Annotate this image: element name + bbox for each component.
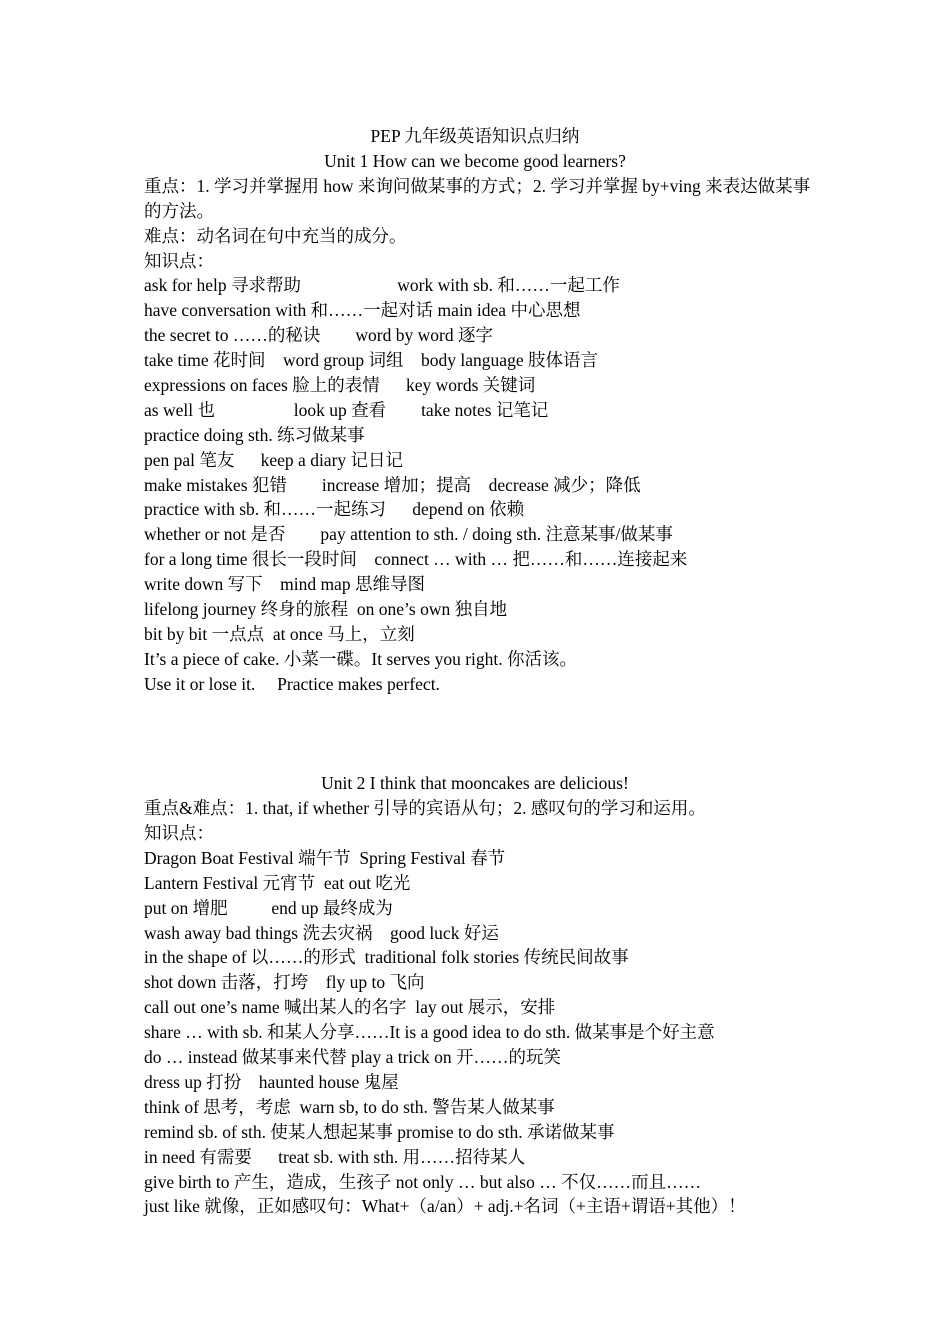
vocab-line: lifelong journey 终身的旅程 on one’s own 独自地 — [144, 598, 508, 619]
unit1-key-points: 重点：1. 学习并掌握用 how 来询问做某事的方式；2. 学习并掌握 by+ving 来表达做某事的方法。 — [144, 175, 811, 221]
vocab-line: in the shape of 以……的形式 traditional folk stories 传统民间故事 — [144, 947, 629, 968]
unit2-vocab-list — [144, 846, 824, 1219]
unit1-knowledge-label: 知识点： — [144, 250, 214, 271]
document-title: PEP 九年级英语知识点归纳 — [370, 126, 580, 146]
vocab-line: shot down 击落，打垮 fly up to 飞向 — [144, 972, 425, 993]
unit1-title: Unit 1 How can we become good learners? — [324, 150, 626, 171]
vocab-line: practice with sb. 和……一起练习 depend on 依赖 — [144, 499, 525, 520]
vocab-line: in need 有需要 treat sb. with sth. 用……招待某人 — [144, 1146, 526, 1167]
section-gap — [144, 697, 824, 772]
vocab-line: for a long time 很长一段时间 connect … with … 把……和……连接起来 — [144, 549, 688, 570]
vocab-line: Lantern Festival 元宵节 eat out 吃光 — [144, 872, 411, 893]
vocab-line: dress up 打扮 haunted house 鬼屋 — [144, 1071, 399, 1092]
vocab-line: call out one’s name 喊出某人的名字 lay out 展示，安排 — [144, 997, 556, 1018]
vocab-line: have conversation with 和……一起对话 main idea 中心思想 — [144, 300, 581, 321]
unit2-knowledge-label: 知识点： — [144, 823, 214, 844]
vocab-line: bit by bit 一点点 at once 马上，立刻 — [144, 623, 415, 644]
vocab-line: wash away bad things 洗去灾祸 good luck 好运 — [144, 922, 499, 943]
vocab-line: ask for help 寻求帮助 work with sb. 和……一起工作 — [144, 275, 620, 296]
vocab-line: do … instead 做某事来代替 play a trick on 开……的玩笑 — [144, 1047, 562, 1068]
unit1-difficult-points: 难点：动名词在句中充当的成分。 — [144, 225, 407, 246]
document-page — [144, 124, 824, 1219]
vocab-line: take time 花时间 word group 词组 body language 肢体语言 — [144, 350, 598, 371]
unit1-vocab-list — [144, 273, 824, 696]
vocab-line: expressions on faces 脸上的表情 key words 关键词 — [144, 374, 536, 395]
vocab-line: put on 增肥 end up 最终成为 — [144, 897, 393, 918]
vocab-line: whether or not 是否 pay attention to sth. / doing sth. 注意某事/做某事 — [144, 524, 673, 545]
unit2-title: Unit 2 I think that mooncakes are delicious! — [321, 773, 629, 794]
vocab-line: the secret to ……的秘诀 word by word 逐字 — [144, 325, 493, 346]
vocab-line: remind sb. of sth. 使某人想起某事 promise to do sth. 承诺做某事 — [144, 1121, 615, 1142]
vocab-line: Use it or lose it. Practice makes perfect. — [144, 673, 440, 694]
vocab-line: write down 写下 mind map 思维导图 — [144, 574, 425, 595]
vocab-line: make mistakes 犯错 increase 增加；提高 decrease 减少；降低 — [144, 474, 641, 495]
vocab-line: share … with sb. 和某人分享……It is a good idea to do sth. 做某事是个好主意 — [144, 1022, 715, 1043]
vocab-line: give birth to 产生，造成，生孩子 not only … but also … 不仅……而且…… — [144, 1171, 702, 1192]
vocab-line: pen pal 笔友 keep a diary 记日记 — [144, 449, 404, 470]
vocab-line: It’s a piece of cake. 小菜一碟。It serves you right. 你活该。 — [144, 648, 578, 669]
vocab-line: as well 也 look up 查看 take notes 记笔记 — [144, 399, 549, 420]
vocab-line: just like 就像，正如感叹句：What+（a/an）+ adj.+名词（+主语+谓语+其他）！ — [144, 1196, 746, 1217]
unit2-key-points: 重点&难点：1. that, if whether 引导的宾语从句；2. 感叹句的学习和运用。 — [144, 798, 706, 819]
vocab-line: practice doing sth. 练习做某事 — [144, 424, 365, 445]
vocab-line: Dragon Boat Festival 端午节 Spring Festival 春节 — [144, 847, 506, 868]
vocab-line: think of 思考，考虑 warn sb, to do sth. 警告某人做某事 — [144, 1096, 555, 1117]
